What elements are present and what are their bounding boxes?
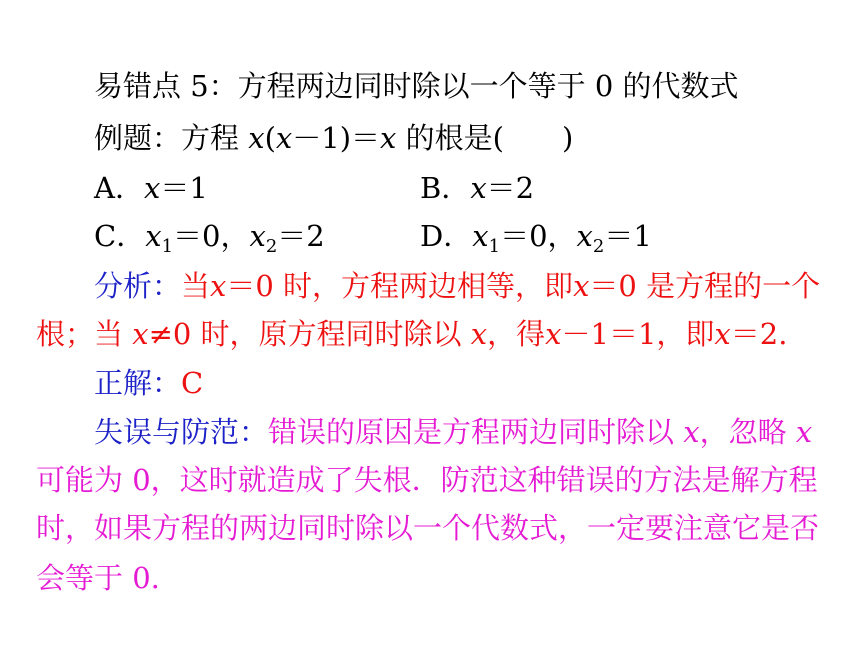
option-b: B．x＝2 (420, 171, 535, 205)
answer-label: 正解： (94, 366, 182, 400)
title-text: 易错点 5：方程两边同时除以一个等于 0 的代数式 (94, 69, 739, 103)
caution-line-2: 可能为 0，这时就造成了失根．防范这种错误的方法是解方程 (36, 463, 818, 497)
caution-line-4: 会等于 0. (36, 561, 160, 595)
analysis-label: 分析： (94, 269, 182, 303)
answer-value: C (181, 366, 204, 400)
correct-answer (94, 366, 204, 400)
example-label: 例题： (94, 121, 182, 155)
option-a: A．x＝1 (94, 171, 208, 205)
caution-line-1: 失误与防范：错误的原因是方程两边同时除以 x，忽略 x (94, 415, 813, 449)
error-point-title (94, 69, 739, 103)
option-d: D．$x_1=0$，$x_2=1$ (420, 219, 652, 257)
caution-label: 失误与防范： (94, 415, 269, 449)
example-question: 例题：方程 x(x－1)＝x 的根是( ) (94, 121, 574, 155)
option-c: C．$x_1=0$，$x_2=2$ (94, 219, 325, 257)
analysis-line-2: 根；当 x≠0 时，原方程同时除以 x，得x－1＝1，即x＝2. (36, 317, 788, 351)
caution-line-3: 时，如果方程的两边同时除以一个代数式，一定要注意它是否 (36, 511, 820, 545)
analysis-line-1: 分析：当x＝0 时，方程两边相等，即x＝0 是方程的一个 (94, 269, 821, 303)
